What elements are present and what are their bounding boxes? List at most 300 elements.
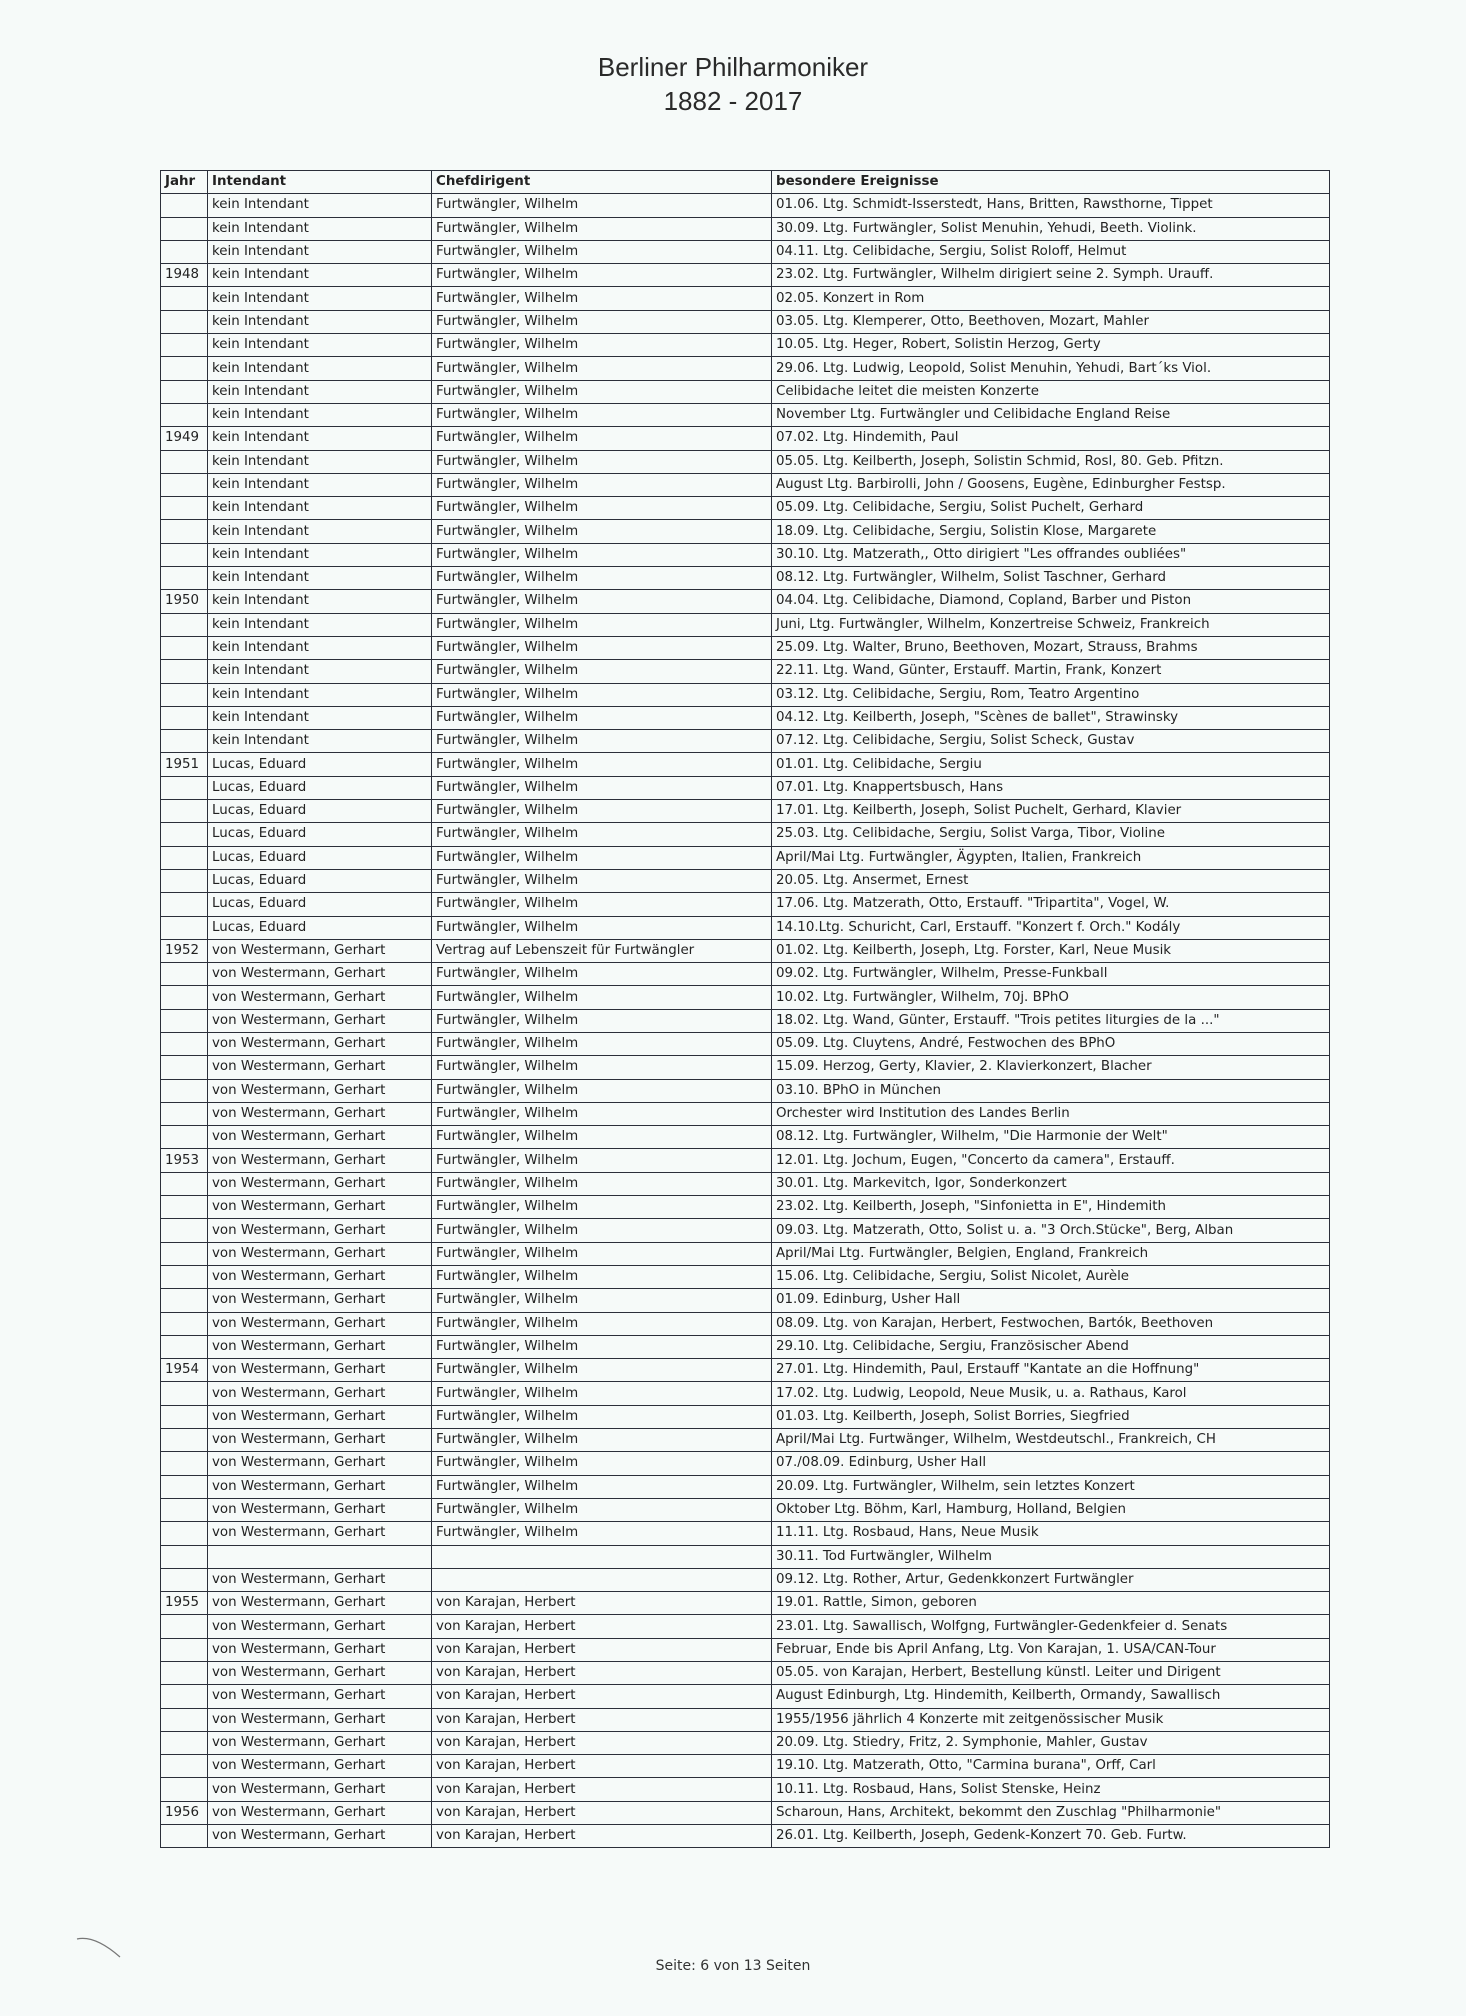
cell-chefdirigent xyxy=(432,1545,772,1568)
cell-chefdirigent: von Karajan, Herbert xyxy=(432,1825,772,1848)
table-row xyxy=(161,1545,1330,1568)
cell-intendant: von Westermann, Gerhart xyxy=(208,1032,432,1055)
cell-chefdirigent: Furtwängler, Wilhelm xyxy=(432,613,772,636)
cell-event: 02.05. Konzert in Rom xyxy=(772,287,1330,310)
cell-year xyxy=(161,1056,208,1079)
table-row xyxy=(161,1219,1330,1242)
table-row xyxy=(161,636,1330,659)
table-row xyxy=(161,1289,1330,1312)
table-header-row xyxy=(161,171,1330,194)
cell-chefdirigent: Furtwängler, Wilhelm xyxy=(432,1452,772,1475)
cell-intendant: von Westermann, Gerhart xyxy=(208,1801,432,1824)
cell-intendant: von Westermann, Gerhart xyxy=(208,1242,432,1265)
cell-year xyxy=(161,1079,208,1102)
cell-intendant: kein Intendant xyxy=(208,403,432,426)
cell-intendant: kein Intendant xyxy=(208,543,432,566)
cell-event: 19.01. Rattle, Simon, geboren xyxy=(772,1592,1330,1615)
cell-event: Orchester wird Institution des Landes Berlin xyxy=(772,1102,1330,1125)
table-row xyxy=(161,543,1330,566)
cell-intendant: kein Intendant xyxy=(208,217,432,240)
cell-event: 07.02. Ltg. Hindemith, Paul xyxy=(772,427,1330,450)
cell-event: 15.09. Herzog, Gerty, Klavier, 2. Klavierkonzert, Blacher xyxy=(772,1056,1330,1079)
cell-intendant: von Westermann, Gerhart xyxy=(208,1289,432,1312)
cell-intendant: von Westermann, Gerhart xyxy=(208,1708,432,1731)
table-row xyxy=(161,240,1330,263)
cell-event: 03.12. Ltg. Celibidache, Sergiu, Rom, Teatro Argentino xyxy=(772,683,1330,706)
cell-intendant: von Westermann, Gerhart xyxy=(208,1359,432,1382)
cell-event: 10.05. Ltg. Heger, Robert, Solistin Herzog, Gerty xyxy=(772,334,1330,357)
cell-year xyxy=(161,636,208,659)
table-row xyxy=(161,1708,1330,1731)
cell-event: 29.10. Ltg. Celibidache, Sergiu, Französischer Abend xyxy=(772,1335,1330,1358)
cell-event: 07.01. Ltg. Knappertsbusch, Hans xyxy=(772,776,1330,799)
cell-intendant: von Westermann, Gerhart xyxy=(208,986,432,1009)
table-row xyxy=(161,1825,1330,1848)
cell-intendant: von Westermann, Gerhart xyxy=(208,1126,432,1149)
table-row xyxy=(161,1731,1330,1754)
cell-event: 05.05. von Karajan, Herbert, Bestellung künstl. Leiter und Dirigent xyxy=(772,1662,1330,1685)
cell-chefdirigent: Furtwängler, Wilhelm xyxy=(432,380,772,403)
cell-event: 20.09. Ltg. Furtwängler, Wilhelm, sein letztes Konzert xyxy=(772,1475,1330,1498)
cell-year xyxy=(161,1545,208,1568)
cell-intendant: von Westermann, Gerhart xyxy=(208,1405,432,1428)
cell-year xyxy=(161,846,208,869)
cell-year xyxy=(161,613,208,636)
cell-chefdirigent: von Karajan, Herbert xyxy=(432,1755,772,1778)
cell-intendant: kein Intendant xyxy=(208,357,432,380)
cell-year xyxy=(161,543,208,566)
cell-year xyxy=(161,1242,208,1265)
cell-intendant: von Westermann, Gerhart xyxy=(208,1382,432,1405)
cell-chefdirigent: Furtwängler, Wilhelm xyxy=(432,1359,772,1382)
title-orchestra: Berliner Philharmoniker xyxy=(597,52,869,82)
table-body xyxy=(161,194,1330,1848)
cell-year xyxy=(161,706,208,729)
table-row xyxy=(161,217,1330,240)
cell-event: 17.02. Ltg. Ludwig, Leopold, Neue Musik, u. a. Rathaus, Karol xyxy=(772,1382,1330,1405)
cell-event: 20.05. Ltg. Ansermet, Ernest xyxy=(772,869,1330,892)
cell-year xyxy=(161,403,208,426)
table-row xyxy=(161,1778,1330,1801)
cell-year xyxy=(161,194,208,217)
cell-event: 10.02. Ltg. Furtwängler, Wilhelm, 70j. BPhO xyxy=(772,986,1330,1009)
cell-year xyxy=(161,916,208,939)
table-row xyxy=(161,1638,1330,1661)
header-intendant: Intendant xyxy=(208,171,432,194)
cell-chefdirigent: Furtwängler, Wilhelm xyxy=(432,823,772,846)
cell-year xyxy=(161,1312,208,1335)
cell-chefdirigent: Furtwängler, Wilhelm xyxy=(432,1009,772,1032)
cell-intendant: Lucas, Eduard xyxy=(208,893,432,916)
table-row xyxy=(161,1196,1330,1219)
cell-year xyxy=(161,823,208,846)
cell-intendant: von Westermann, Gerhart xyxy=(208,1568,432,1591)
cell-event: 01.01. Ltg. Celibidache, Sergiu xyxy=(772,753,1330,776)
cell-year: 1956 xyxy=(161,1801,208,1824)
table-row xyxy=(161,590,1330,613)
cell-event: 1955/1956 jährlich 4 Konzerte mit zeitgenössischer Musik xyxy=(772,1708,1330,1731)
cell-event: 30.01. Ltg. Markevitch, Igor, Sonderkonzert xyxy=(772,1172,1330,1195)
cell-event: 09.12. Ltg. Rother, Artur, Gedenkkonzert Furtwängler xyxy=(772,1568,1330,1591)
title-years: 1882 - 2017 xyxy=(663,86,803,116)
cell-chefdirigent: Furtwängler, Wilhelm xyxy=(432,869,772,892)
cell-chefdirigent: Furtwängler, Wilhelm xyxy=(432,1335,772,1358)
cell-chefdirigent: Furtwängler, Wilhelm xyxy=(432,473,772,496)
cell-chefdirigent: Furtwängler, Wilhelm xyxy=(432,1289,772,1312)
cell-chefdirigent: von Karajan, Herbert xyxy=(432,1592,772,1615)
cell-intendant: kein Intendant xyxy=(208,310,432,333)
cell-intendant: von Westermann, Gerhart xyxy=(208,1615,432,1638)
cell-event: 03.10. BPhO in München xyxy=(772,1079,1330,1102)
cell-chefdirigent: von Karajan, Herbert xyxy=(432,1638,772,1661)
cell-chefdirigent: Furtwängler, Wilhelm xyxy=(432,1079,772,1102)
cell-chefdirigent: von Karajan, Herbert xyxy=(432,1731,772,1754)
cell-intendant: kein Intendant xyxy=(208,706,432,729)
cell-intendant: kein Intendant xyxy=(208,613,432,636)
cell-year xyxy=(161,1475,208,1498)
cell-year: 1953 xyxy=(161,1149,208,1172)
table-row xyxy=(161,1009,1330,1032)
table-row xyxy=(161,264,1330,287)
cell-year xyxy=(161,497,208,520)
cell-intendant: von Westermann, Gerhart xyxy=(208,1825,432,1848)
cell-event: 09.03. Ltg. Matzerath, Otto, Solist u. a. "3 Orch.Stücke", Berg, Alban xyxy=(772,1219,1330,1242)
cell-year xyxy=(161,893,208,916)
cell-intendant: Lucas, Eduard xyxy=(208,869,432,892)
cell-chefdirigent: Furtwängler, Wilhelm xyxy=(432,1242,772,1265)
cell-intendant: kein Intendant xyxy=(208,683,432,706)
cell-intendant: von Westermann, Gerhart xyxy=(208,1522,432,1545)
cell-intendant: von Westermann, Gerhart xyxy=(208,939,432,962)
table-row xyxy=(161,1382,1330,1405)
cell-chefdirigent: Furtwängler, Wilhelm xyxy=(432,706,772,729)
cell-chefdirigent: Furtwängler, Wilhelm xyxy=(432,730,772,753)
cell-year xyxy=(161,1102,208,1125)
table-row xyxy=(161,1662,1330,1685)
table-row xyxy=(161,1126,1330,1149)
cell-year xyxy=(161,776,208,799)
cell-chefdirigent: Furtwängler, Wilhelm xyxy=(432,1429,772,1452)
cell-intendant: von Westermann, Gerhart xyxy=(208,1335,432,1358)
cell-chefdirigent: von Karajan, Herbert xyxy=(432,1615,772,1638)
table-row xyxy=(161,916,1330,939)
cell-chefdirigent: Furtwängler, Wilhelm xyxy=(432,1126,772,1149)
header-chefdirigent: Chefdirigent xyxy=(432,171,772,194)
cell-year xyxy=(161,287,208,310)
cell-year xyxy=(161,473,208,496)
cell-year xyxy=(161,1685,208,1708)
cell-event: April/Mai Ltg. Furtwängler, Belgien, England, Frankreich xyxy=(772,1242,1330,1265)
cell-event: August Edinburgh, Ltg. Hindemith, Keilberth, Ormandy, Sawallisch xyxy=(772,1685,1330,1708)
cell-event: 26.01. Ltg. Keilberth, Joseph, Gedenk-Konzert 70. Geb. Furtw. xyxy=(772,1825,1330,1848)
cell-chefdirigent: von Karajan, Herbert xyxy=(432,1662,772,1685)
cell-intendant: kein Intendant xyxy=(208,473,432,496)
cell-chefdirigent: Furtwängler, Wilhelm xyxy=(432,1032,772,1055)
table-row xyxy=(161,520,1330,543)
cell-intendant: von Westermann, Gerhart xyxy=(208,1056,432,1079)
cell-year xyxy=(161,1522,208,1545)
cell-intendant: von Westermann, Gerhart xyxy=(208,1475,432,1498)
table-row xyxy=(161,660,1330,683)
cell-chefdirigent: Furtwängler, Wilhelm xyxy=(432,1219,772,1242)
cell-chefdirigent: Furtwängler, Wilhelm xyxy=(432,287,772,310)
table-row xyxy=(161,1102,1330,1125)
cell-chefdirigent: Vertrag auf Lebenszeit für Furtwängler xyxy=(432,939,772,962)
cell-event: 04.12. Ltg. Keilberth, Joseph, "Scènes de ballet", Strawinsky xyxy=(772,706,1330,729)
cell-chefdirigent: Furtwängler, Wilhelm xyxy=(432,334,772,357)
cell-chefdirigent: Furtwängler, Wilhelm xyxy=(432,240,772,263)
cell-chefdirigent: Furtwängler, Wilhelm xyxy=(432,567,772,590)
cell-intendant: von Westermann, Gerhart xyxy=(208,1452,432,1475)
table-row xyxy=(161,310,1330,333)
cell-intendant: von Westermann, Gerhart xyxy=(208,1172,432,1195)
cell-intendant: kein Intendant xyxy=(208,590,432,613)
table-row xyxy=(161,1522,1330,1545)
cell-intendant: Lucas, Eduard xyxy=(208,753,432,776)
table-row xyxy=(161,963,1330,986)
cell-chefdirigent: Furtwängler, Wilhelm xyxy=(432,450,772,473)
cell-chefdirigent: Furtwängler, Wilhelm xyxy=(432,776,772,799)
cell-intendant: von Westermann, Gerhart xyxy=(208,1079,432,1102)
cell-chefdirigent: Furtwängler, Wilhelm xyxy=(432,1405,772,1428)
cell-event: 30.10. Ltg. Matzerath,, Otto dirigiert "Les offrandes oubliées" xyxy=(772,543,1330,566)
table-row xyxy=(161,613,1330,636)
cell-year xyxy=(161,1126,208,1149)
table-row xyxy=(161,1335,1330,1358)
cell-year: 1948 xyxy=(161,264,208,287)
cell-year xyxy=(161,1335,208,1358)
cell-chefdirigent: Furtwängler, Wilhelm xyxy=(432,1172,772,1195)
cell-chefdirigent: von Karajan, Herbert xyxy=(432,1685,772,1708)
cell-event: 01.06. Ltg. Schmidt-Isserstedt, Hans, Britten, Rawsthorne, Tippet xyxy=(772,194,1330,217)
table-row xyxy=(161,1056,1330,1079)
header-jahr: Jahr xyxy=(161,171,208,194)
cell-event: November Ltg. Furtwängler und Celibidache England Reise xyxy=(772,403,1330,426)
cell-year xyxy=(161,800,208,823)
cell-event: 05.09. Ltg. Cluytens, André, Festwochen des BPhO xyxy=(772,1032,1330,1055)
cell-year: 1949 xyxy=(161,427,208,450)
table-row xyxy=(161,800,1330,823)
table-row xyxy=(161,194,1330,217)
cell-intendant: von Westermann, Gerhart xyxy=(208,1196,432,1219)
cell-intendant: von Westermann, Gerhart xyxy=(208,1778,432,1801)
table-row xyxy=(161,846,1330,869)
table-row xyxy=(161,1755,1330,1778)
cell-intendant: kein Intendant xyxy=(208,264,432,287)
cell-intendant: von Westermann, Gerhart xyxy=(208,1731,432,1754)
cell-intendant: kein Intendant xyxy=(208,194,432,217)
table-row xyxy=(161,1265,1330,1288)
cell-chefdirigent: Furtwängler, Wilhelm xyxy=(432,1475,772,1498)
cell-chefdirigent: Furtwängler, Wilhelm xyxy=(432,403,772,426)
cell-event: 07.12. Ltg. Celibidache, Sergiu, Solist Scheck, Gustav xyxy=(772,730,1330,753)
cell-chefdirigent: Furtwängler, Wilhelm xyxy=(432,846,772,869)
table-row xyxy=(161,497,1330,520)
cell-intendant: Lucas, Eduard xyxy=(208,776,432,799)
cell-intendant: kein Intendant xyxy=(208,240,432,263)
cell-intendant: kein Intendant xyxy=(208,567,432,590)
cell-event: 03.05. Ltg. Klemperer, Otto, Beethoven, Mozart, Mahler xyxy=(772,310,1330,333)
cell-event: August Ltg. Barbirolli, John / Goosens, Eugène, Edinburgher Festsp. xyxy=(772,473,1330,496)
cell-event: 04.11. Ltg. Celibidache, Sergiu, Solist Roloff, Helmut xyxy=(772,240,1330,263)
cell-event: 01.09. Edinburg, Usher Hall xyxy=(772,1289,1330,1312)
events-table xyxy=(160,170,1330,1848)
cell-intendant: von Westermann, Gerhart xyxy=(208,1662,432,1685)
table-row xyxy=(161,473,1330,496)
cell-intendant: von Westermann, Gerhart xyxy=(208,1498,432,1521)
cell-event: 29.06. Ltg. Ludwig, Leopold, Solist Menuhin, Yehudi, Bart´ks Viol. xyxy=(772,357,1330,380)
cell-intendant: von Westermann, Gerhart xyxy=(208,1592,432,1615)
cell-chefdirigent: Furtwängler, Wilhelm xyxy=(432,916,772,939)
cell-year xyxy=(161,334,208,357)
cell-year xyxy=(161,1196,208,1219)
cell-chefdirigent: Furtwängler, Wilhelm xyxy=(432,590,772,613)
cell-year xyxy=(161,450,208,473)
cell-event: 19.10. Ltg. Matzerath, Otto, "Carmina burana", Orff, Carl xyxy=(772,1755,1330,1778)
cell-event: 08.12. Ltg. Furtwängler, Wilhelm, "Die Harmonie der Welt" xyxy=(772,1126,1330,1149)
table-row xyxy=(161,986,1330,1009)
document-title xyxy=(0,50,1466,118)
cell-event: 17.06. Ltg. Matzerath, Otto, Erstauff. "Tripartita", Vogel, W. xyxy=(772,893,1330,916)
cell-intendant: von Westermann, Gerhart xyxy=(208,1638,432,1661)
cell-event: Februar, Ende bis April Anfang, Ltg. Von Karajan, 1. USA/CAN-Tour xyxy=(772,1638,1330,1661)
cell-chefdirigent: Furtwängler, Wilhelm xyxy=(432,1382,772,1405)
cell-chefdirigent: Furtwängler, Wilhelm xyxy=(432,1498,772,1521)
cell-intendant: von Westermann, Gerhart xyxy=(208,1102,432,1125)
cell-year xyxy=(161,240,208,263)
cell-chefdirigent: Furtwängler, Wilhelm xyxy=(432,543,772,566)
cell-year xyxy=(161,869,208,892)
cell-chefdirigent: Furtwängler, Wilhelm xyxy=(432,1056,772,1079)
cell-chefdirigent: Furtwängler, Wilhelm xyxy=(432,427,772,450)
cell-year xyxy=(161,1568,208,1591)
table-row xyxy=(161,1079,1330,1102)
header-ereignisse: besondere Ereignisse xyxy=(772,171,1330,194)
table-row xyxy=(161,1452,1330,1475)
table-row xyxy=(161,357,1330,380)
cell-event: 27.01. Ltg. Hindemith, Paul, Erstauff "Kantate an die Hoffnung" xyxy=(772,1359,1330,1382)
cell-chefdirigent: Furtwängler, Wilhelm xyxy=(432,660,772,683)
cell-chefdirigent: Furtwängler, Wilhelm xyxy=(432,497,772,520)
cell-intendant: kein Intendant xyxy=(208,287,432,310)
cell-intendant: von Westermann, Gerhart xyxy=(208,963,432,986)
cell-year xyxy=(161,660,208,683)
cell-event: 18.02. Ltg. Wand, Günter, Erstauff. "Trois petites liturgies de la ..." xyxy=(772,1009,1330,1032)
cell-chefdirigent: Furtwängler, Wilhelm xyxy=(432,357,772,380)
cell-chefdirigent: Furtwängler, Wilhelm xyxy=(432,893,772,916)
cell-intendant: kein Intendant xyxy=(208,427,432,450)
cell-chefdirigent: Furtwängler, Wilhelm xyxy=(432,753,772,776)
cell-year xyxy=(161,217,208,240)
table-row xyxy=(161,1359,1330,1382)
table-row xyxy=(161,567,1330,590)
table-row xyxy=(161,753,1330,776)
cell-year xyxy=(161,1755,208,1778)
table-row xyxy=(161,730,1330,753)
cell-chefdirigent: Furtwängler, Wilhelm xyxy=(432,217,772,240)
cell-chefdirigent xyxy=(432,1568,772,1591)
cell-intendant: von Westermann, Gerhart xyxy=(208,1429,432,1452)
cell-year xyxy=(161,963,208,986)
cell-year xyxy=(161,1638,208,1661)
cell-year xyxy=(161,1009,208,1032)
cell-event: Juni, Ltg. Furtwängler, Wilhelm, Konzertreise Schweiz, Frankreich xyxy=(772,613,1330,636)
cell-year xyxy=(161,1382,208,1405)
cell-event: 30.09. Ltg. Furtwängler, Solist Menuhin, Yehudi, Beeth. Violink. xyxy=(772,217,1330,240)
cell-chefdirigent: von Karajan, Herbert xyxy=(432,1708,772,1731)
table-row xyxy=(161,1568,1330,1591)
cell-event: 15.06. Ltg. Celibidache, Sergiu, Solist Nicolet, Aurèle xyxy=(772,1265,1330,1288)
cell-year: 1951 xyxy=(161,753,208,776)
cell-intendant: von Westermann, Gerhart xyxy=(208,1219,432,1242)
cell-event: 01.02. Ltg. Keilberth, Joseph, Ltg. Forster, Karl, Neue Musik xyxy=(772,939,1330,962)
table-row xyxy=(161,1498,1330,1521)
table-row xyxy=(161,403,1330,426)
cell-year xyxy=(161,1405,208,1428)
cell-event: 14.10.Ltg. Schuricht, Carl, Erstauff. "Konzert f. Orch." Kodály xyxy=(772,916,1330,939)
cell-chefdirigent: Furtwängler, Wilhelm xyxy=(432,1196,772,1219)
cell-event: 23.02. Ltg. Furtwängler, Wilhelm dirigiert seine 2. Symph. Urauff. xyxy=(772,264,1330,287)
table-row xyxy=(161,823,1330,846)
table-row xyxy=(161,1615,1330,1638)
cell-chefdirigent: Furtwängler, Wilhelm xyxy=(432,264,772,287)
table-row xyxy=(161,776,1330,799)
cell-year xyxy=(161,567,208,590)
cell-year xyxy=(161,520,208,543)
cell-chefdirigent: Furtwängler, Wilhelm xyxy=(432,194,772,217)
cell-intendant: kein Intendant xyxy=(208,497,432,520)
table-row xyxy=(161,1172,1330,1195)
cell-year xyxy=(161,1219,208,1242)
cell-year: 1954 xyxy=(161,1359,208,1382)
cell-intendant: von Westermann, Gerhart xyxy=(208,1149,432,1172)
cell-event: 17.01. Ltg. Keilberth, Joseph, Solist Puchelt, Gerhard, Klavier xyxy=(772,800,1330,823)
cell-event: Oktober Ltg. Böhm, Karl, Hamburg, Holland, Belgien xyxy=(772,1498,1330,1521)
cell-event: 25.09. Ltg. Walter, Bruno, Beethoven, Mozart, Strauss, Brahms xyxy=(772,636,1330,659)
cell-event: 07./08.09. Edinburg, Usher Hall xyxy=(772,1452,1330,1475)
cell-event: April/Mai Ltg. Furtwängler, Ägypten, Italien, Frankreich xyxy=(772,846,1330,869)
cell-year xyxy=(161,357,208,380)
cell-event: 30.11. Tod Furtwängler, Wilhelm xyxy=(772,1545,1330,1568)
cell-chefdirigent: Furtwängler, Wilhelm xyxy=(432,1312,772,1335)
cell-year xyxy=(161,310,208,333)
cell-year xyxy=(161,1615,208,1638)
cell-intendant: kein Intendant xyxy=(208,450,432,473)
cell-event: April/Mai Ltg. Furtwänger, Wilhelm, Westdeutschl., Frankreich, CH xyxy=(772,1429,1330,1452)
cell-intendant: kein Intendant xyxy=(208,660,432,683)
table-row xyxy=(161,683,1330,706)
cell-intendant: von Westermann, Gerhart xyxy=(208,1265,432,1288)
cell-chefdirigent: Furtwängler, Wilhelm xyxy=(432,1265,772,1288)
cell-year xyxy=(161,1429,208,1452)
cell-intendant: Lucas, Eduard xyxy=(208,800,432,823)
cell-chefdirigent: von Karajan, Herbert xyxy=(432,1778,772,1801)
cell-event: 23.02. Ltg. Keilberth, Joseph, "Sinfonietta in E", Hindemith xyxy=(772,1196,1330,1219)
cell-event: 11.11. Ltg. Rosbaud, Hans, Neue Musik xyxy=(772,1522,1330,1545)
cell-event: 18.09. Ltg. Celibidache, Sergiu, Solistin Klose, Margarete xyxy=(772,520,1330,543)
table-row xyxy=(161,939,1330,962)
cell-intendant: kein Intendant xyxy=(208,730,432,753)
cell-event: 10.11. Ltg. Rosbaud, Hans, Solist Stenske, Heinz xyxy=(772,1778,1330,1801)
cell-intendant xyxy=(208,1545,432,1568)
cell-chefdirigent: Furtwängler, Wilhelm xyxy=(432,636,772,659)
cell-chefdirigent: Furtwängler, Wilhelm xyxy=(432,1102,772,1125)
cell-event: 09.02. Ltg. Furtwängler, Wilhelm, Presse-Funkball xyxy=(772,963,1330,986)
cell-intendant: von Westermann, Gerhart xyxy=(208,1685,432,1708)
cell-intendant: von Westermann, Gerhart xyxy=(208,1755,432,1778)
cell-year xyxy=(161,1452,208,1475)
table-row xyxy=(161,427,1330,450)
